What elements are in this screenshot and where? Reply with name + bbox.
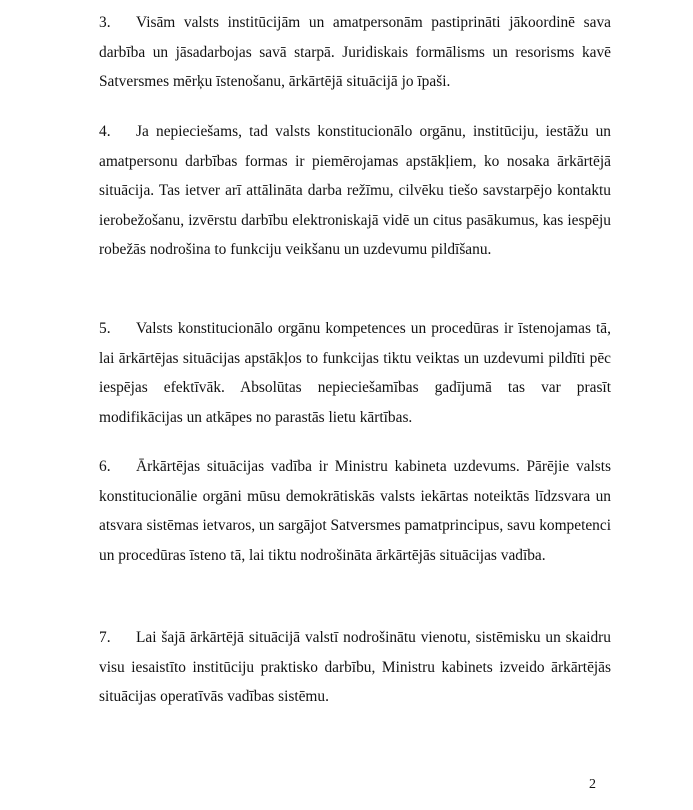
paragraph-text: Valsts konstitucionālo orgānu kompetences un procedūras ir īstenojamas tā, lai ārkārtējas situācijas apstākļos to funkcijas tiktu veiktas un uzdevumi pildīti pēc iespējas efektīvāk. Absolūtas nepieciešamības gadījumā tas var prasīt modifikācijas un atkāpes no parastās lietu kārtības. [99, 320, 611, 426]
paragraph-number: 6. [99, 458, 111, 475]
page-number: 2 [589, 777, 596, 792]
paragraph-4 [99, 117, 611, 265]
paragraph-text: Ārkārtējas situācijas vadība ir Ministru kabineta uzdevums. Pārējie valsts konstitucionālie orgāni mūsu demokrātiskās valsts iekārtas noteiktās līdzsvara un atsvara sistēmas ietvaros, un sargājot Satversmes pamatprincipus, savu kompetenci un procedūras īsteno tā, lai tiktu nodrošināta ārkārtējās situācijas vadība. [99, 458, 611, 564]
paragraph-text: Lai šajā ārkārtējā situācijā valstī nodrošinātu vienotu, sistēmisku un skaidru visu iesaistīto institūciju praktisko darbību, Ministru kabinets izveido ārkārtējās situācijas operatīvās vadības sistēmu. [99, 629, 611, 705]
paragraph-6 [99, 452, 611, 570]
paragraph-text: Visām valsts institūcijām un amatpersonām pastiprināti jākoordinē sava darbība un jāsadarbojas savā starpā. Juridiskais formālisms un resorisms kavē Satversmes mērķu īstenošanu, ārkārtējā situācijā jo īpaši. [99, 14, 611, 90]
paragraph-number: 4. [99, 123, 111, 140]
paragraph-number: 7. [99, 629, 111, 646]
paragraph-5 [99, 314, 611, 432]
paragraph-3 [99, 8, 611, 97]
paragraph-number: 3. [99, 14, 111, 31]
paragraph-7 [99, 623, 611, 712]
paragraph-text: Ja nepieciešams, tad valsts konstitucionālo orgānu, institūciju, iestāžu un amatpersonu darbības formas ir piemērojamas apstākļiem, ko nosaka ārkārtējā situācija. Tas ietver arī attālināta darba režīmu, cilvēku tiešo savstarpējo kontaktu ierobežošanu, izvērstu darbību elektroniskajā vidē un citus pasākumus, kas iespēju robežās nodrošina to funkciju veikšanu un uzdevumu pildīšanu. [99, 123, 611, 258]
paragraph-number: 5. [99, 320, 111, 337]
